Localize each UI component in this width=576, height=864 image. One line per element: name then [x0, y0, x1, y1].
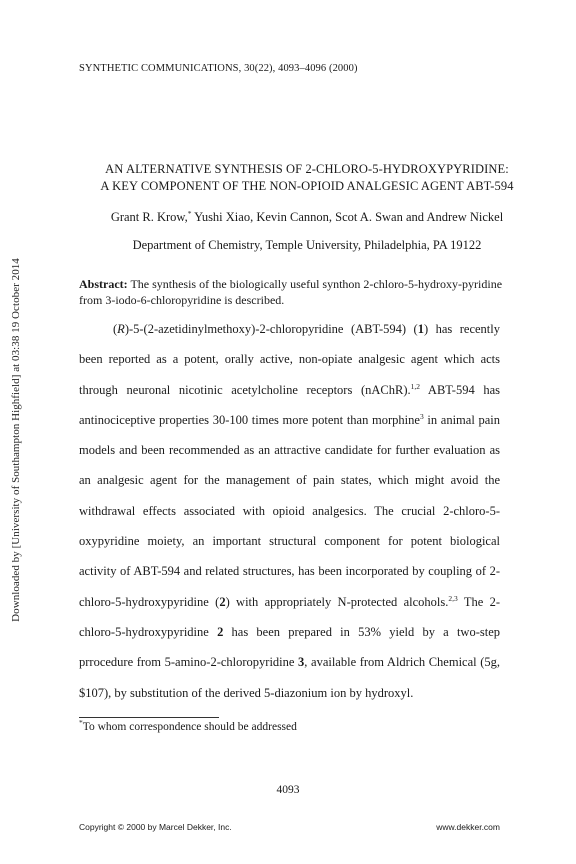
- footnote-mark: *: [79, 718, 83, 728]
- body-run: in animal pain models and been recommended as an attractive candidate for further evaluation as an analgesic agent for the management of pain states, which might avoid the withdrawal effects associated with opioid analgesics. The crucial 2-chloro-5-oxypyridine moiety, an important structural component for potent biological activity of ABT-594 and related structures, has been incorporated by coupling of 2-chloro-5-hydroxypyridine (: [79, 412, 501, 609]
- publisher-url: www.dekker.com: [436, 822, 500, 832]
- body-run: )-5-(2-azetidinylmethoxy)-2-chloropyridine (ABT-594) (: [124, 322, 418, 336]
- stereo-descriptor: R: [117, 322, 125, 336]
- copyright-notice: Copyright © 2000 by Marcel Dekker, Inc.: [79, 822, 232, 832]
- citation-superscript: 2,3: [448, 593, 458, 603]
- corresponding-mark: *: [187, 208, 192, 218]
- author-list: [60, 210, 554, 225]
- body-run: ABT-594 has antinociceptive properties 30-100 times more potent than morphine: [79, 382, 500, 427]
- running-head: SYNTHETIC COMMUNICATIONS, 30(22), 4093–4096 (2000): [79, 63, 358, 74]
- author-rest: Yushi Xiao, Kevin Cannon, Scot A. Swan and Andrew Nickel: [191, 210, 504, 224]
- footnote-rule: [79, 717, 219, 718]
- article-title: [60, 161, 554, 195]
- footnote: [79, 718, 297, 733]
- body-run: has been prepared in 53% yield by a two-step prrocedure from 5-amino-2-chloropyridine: [79, 624, 500, 670]
- abstract: [79, 276, 503, 308]
- citation-superscript: 3: [419, 411, 424, 421]
- body-paragraph: [79, 314, 500, 708]
- download-watermark: [4, 205, 28, 675]
- body-run: ) has recently been reported as a potent, orally active, non-opiate analgesic agent which acts through neuronal nicotinic acetylcholine receptors (nAChR).: [79, 322, 500, 397]
- citation-superscript: 1,2: [410, 381, 420, 391]
- compound-number: 3: [298, 655, 305, 670]
- download-note-text: Downloaded by [University of Southampton Highfield] at 03:38 19 October 2014: [10, 258, 22, 622]
- compound-number: 2: [217, 624, 224, 639]
- compound-number: 1: [417, 322, 424, 336]
- title-line-2: A KEY COMPONENT OF THE NON-OPIOID ANALGESIC AGENT ABT-594: [100, 179, 514, 193]
- title-line-1: AN ALTERNATIVE SYNTHESIS OF 2-CHLORO-5-HYDROXYPYRIDINE:: [105, 162, 509, 176]
- body-run: ) with appropriately N-protected alcohols.: [225, 594, 449, 609]
- author-first: Grant R. Krow,: [110, 210, 188, 224]
- page-number: 4093: [276, 784, 300, 796]
- abstract-text: The synthesis of the biologically useful synthon 2-chloro-5-hydroxy-pyridine from 3-iodo-6-chloropyridine is described.: [79, 277, 503, 307]
- body-run: (: [113, 322, 118, 336]
- body-run: The 2-chloro-5-hydroxypyridine: [79, 594, 500, 639]
- footnote-text: To whom correspondence should be addressed: [82, 721, 297, 733]
- compound-number: 2: [219, 594, 226, 609]
- affiliation: Department of Chemistry, Temple University, Philadelphia, PA 19122: [132, 238, 482, 252]
- body-run: , available from Aldrich Chemical (5g, $107), by substitution of the derived 5-diazonium ion by hydroxyl.: [79, 655, 500, 700]
- body-text: [79, 314, 500, 708]
- abstract-label: Abstract:: [79, 277, 128, 291]
